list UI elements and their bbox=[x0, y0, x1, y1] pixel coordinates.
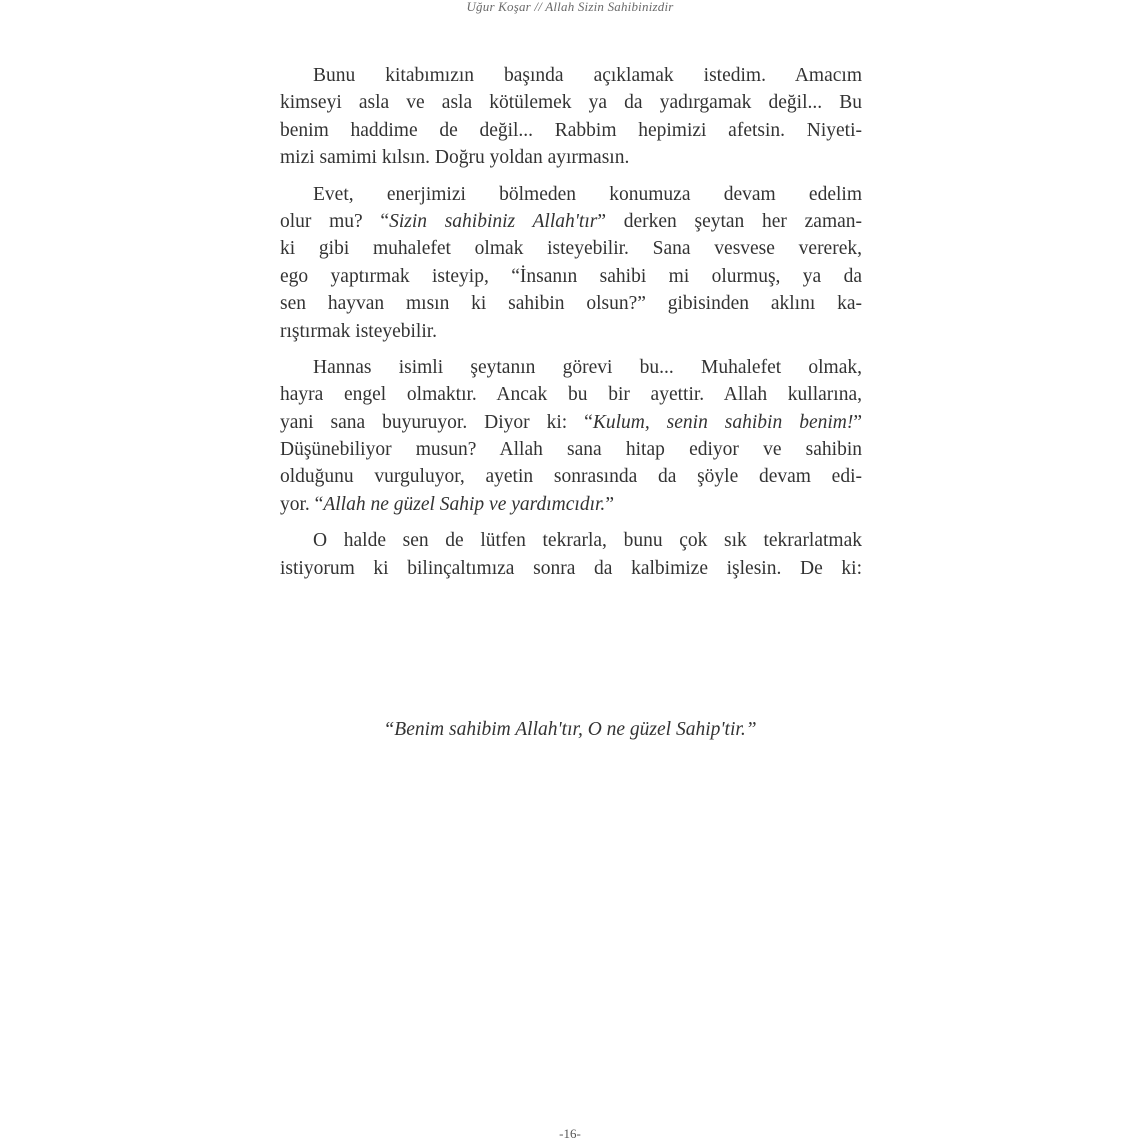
body-text bbox=[280, 62, 862, 582]
text-line: ego yaptırmak isteyip, “İnsanın sahibi mi olurmuş, ya da bbox=[280, 265, 862, 287]
text-line: olduğunu vurguluyor, ayetin sonrasında da şöyle devam edi- bbox=[280, 466, 862, 488]
text-line: yor. “Allah ne güzel Sahip ve yardımcıdır.” bbox=[280, 493, 614, 515]
paragraph bbox=[280, 354, 862, 518]
text-line: mizi samimi kılsın. Doğru yoldan ayırmasın. bbox=[280, 147, 630, 169]
running-head: Uğur Koşar // Allah Sizin Sahibinizdir bbox=[466, 0, 674, 14]
page-number: -16- bbox=[559, 1126, 581, 1141]
paragraph bbox=[280, 62, 862, 172]
text-line: kimseyi asla ve asla kötülemek ya da yadırgamak değil... Bu bbox=[280, 92, 862, 114]
paragraph bbox=[280, 181, 862, 345]
text-line: sen hayvan mısın ki sahibin olsun?” gibisinden aklını ka- bbox=[280, 293, 862, 315]
text-line: Evet, enerjimizi bölmeden konumuza devam edelim bbox=[313, 183, 862, 205]
italic-phrase: Sizin sahibiniz Allah'tır bbox=[389, 210, 598, 232]
paragraph bbox=[280, 527, 862, 582]
italic-phrase: Allah ne güzel Sahip ve yardımcıdır. bbox=[323, 493, 606, 515]
text-line: rıştırmak isteyebilir. bbox=[280, 320, 438, 342]
text-line: hayra engel olmaktır. Ancak bu bir ayettir. Allah kullarına, bbox=[280, 384, 862, 406]
text-line: yani sana buyuruyor. Diyor ki: “Kulum, senin sahibin benim!” bbox=[280, 411, 862, 433]
italic-phrase: Kulum, senin sahibin benim! bbox=[592, 411, 854, 433]
text-line: benim haddime de değil... Rabbim hepimizi afetsin. Niyeti- bbox=[280, 119, 862, 141]
text-line: Hannas isimli şeytanın görevi bu... Muhalefet olmak, bbox=[313, 356, 862, 378]
centered-quote: “Benim sahibim Allah'tır, O ne güzel Sahip'tir.” bbox=[383, 719, 757, 740]
text-line: Düşünebiliyor musun? Allah sana hitap ediyor ve sahibin bbox=[280, 439, 862, 461]
text-line: istiyorum ki bilinçaltımıza sonra da kalbimize işlesin. De ki: bbox=[280, 557, 862, 579]
text-line: ki gibi muhalefet olmak isteyebilir. Sana vesvese vererek, bbox=[280, 238, 862, 260]
text-line: O halde sen de lütfen tekrarla, bunu çok sık tekrarlatmak bbox=[313, 530, 862, 552]
text-line: olur mu? “Sizin sahibiniz Allah'tır” derken şeytan her zaman- bbox=[280, 210, 863, 232]
text-line: Bunu kitabımızın başında açıklamak istedim. Amacım bbox=[313, 65, 862, 86]
